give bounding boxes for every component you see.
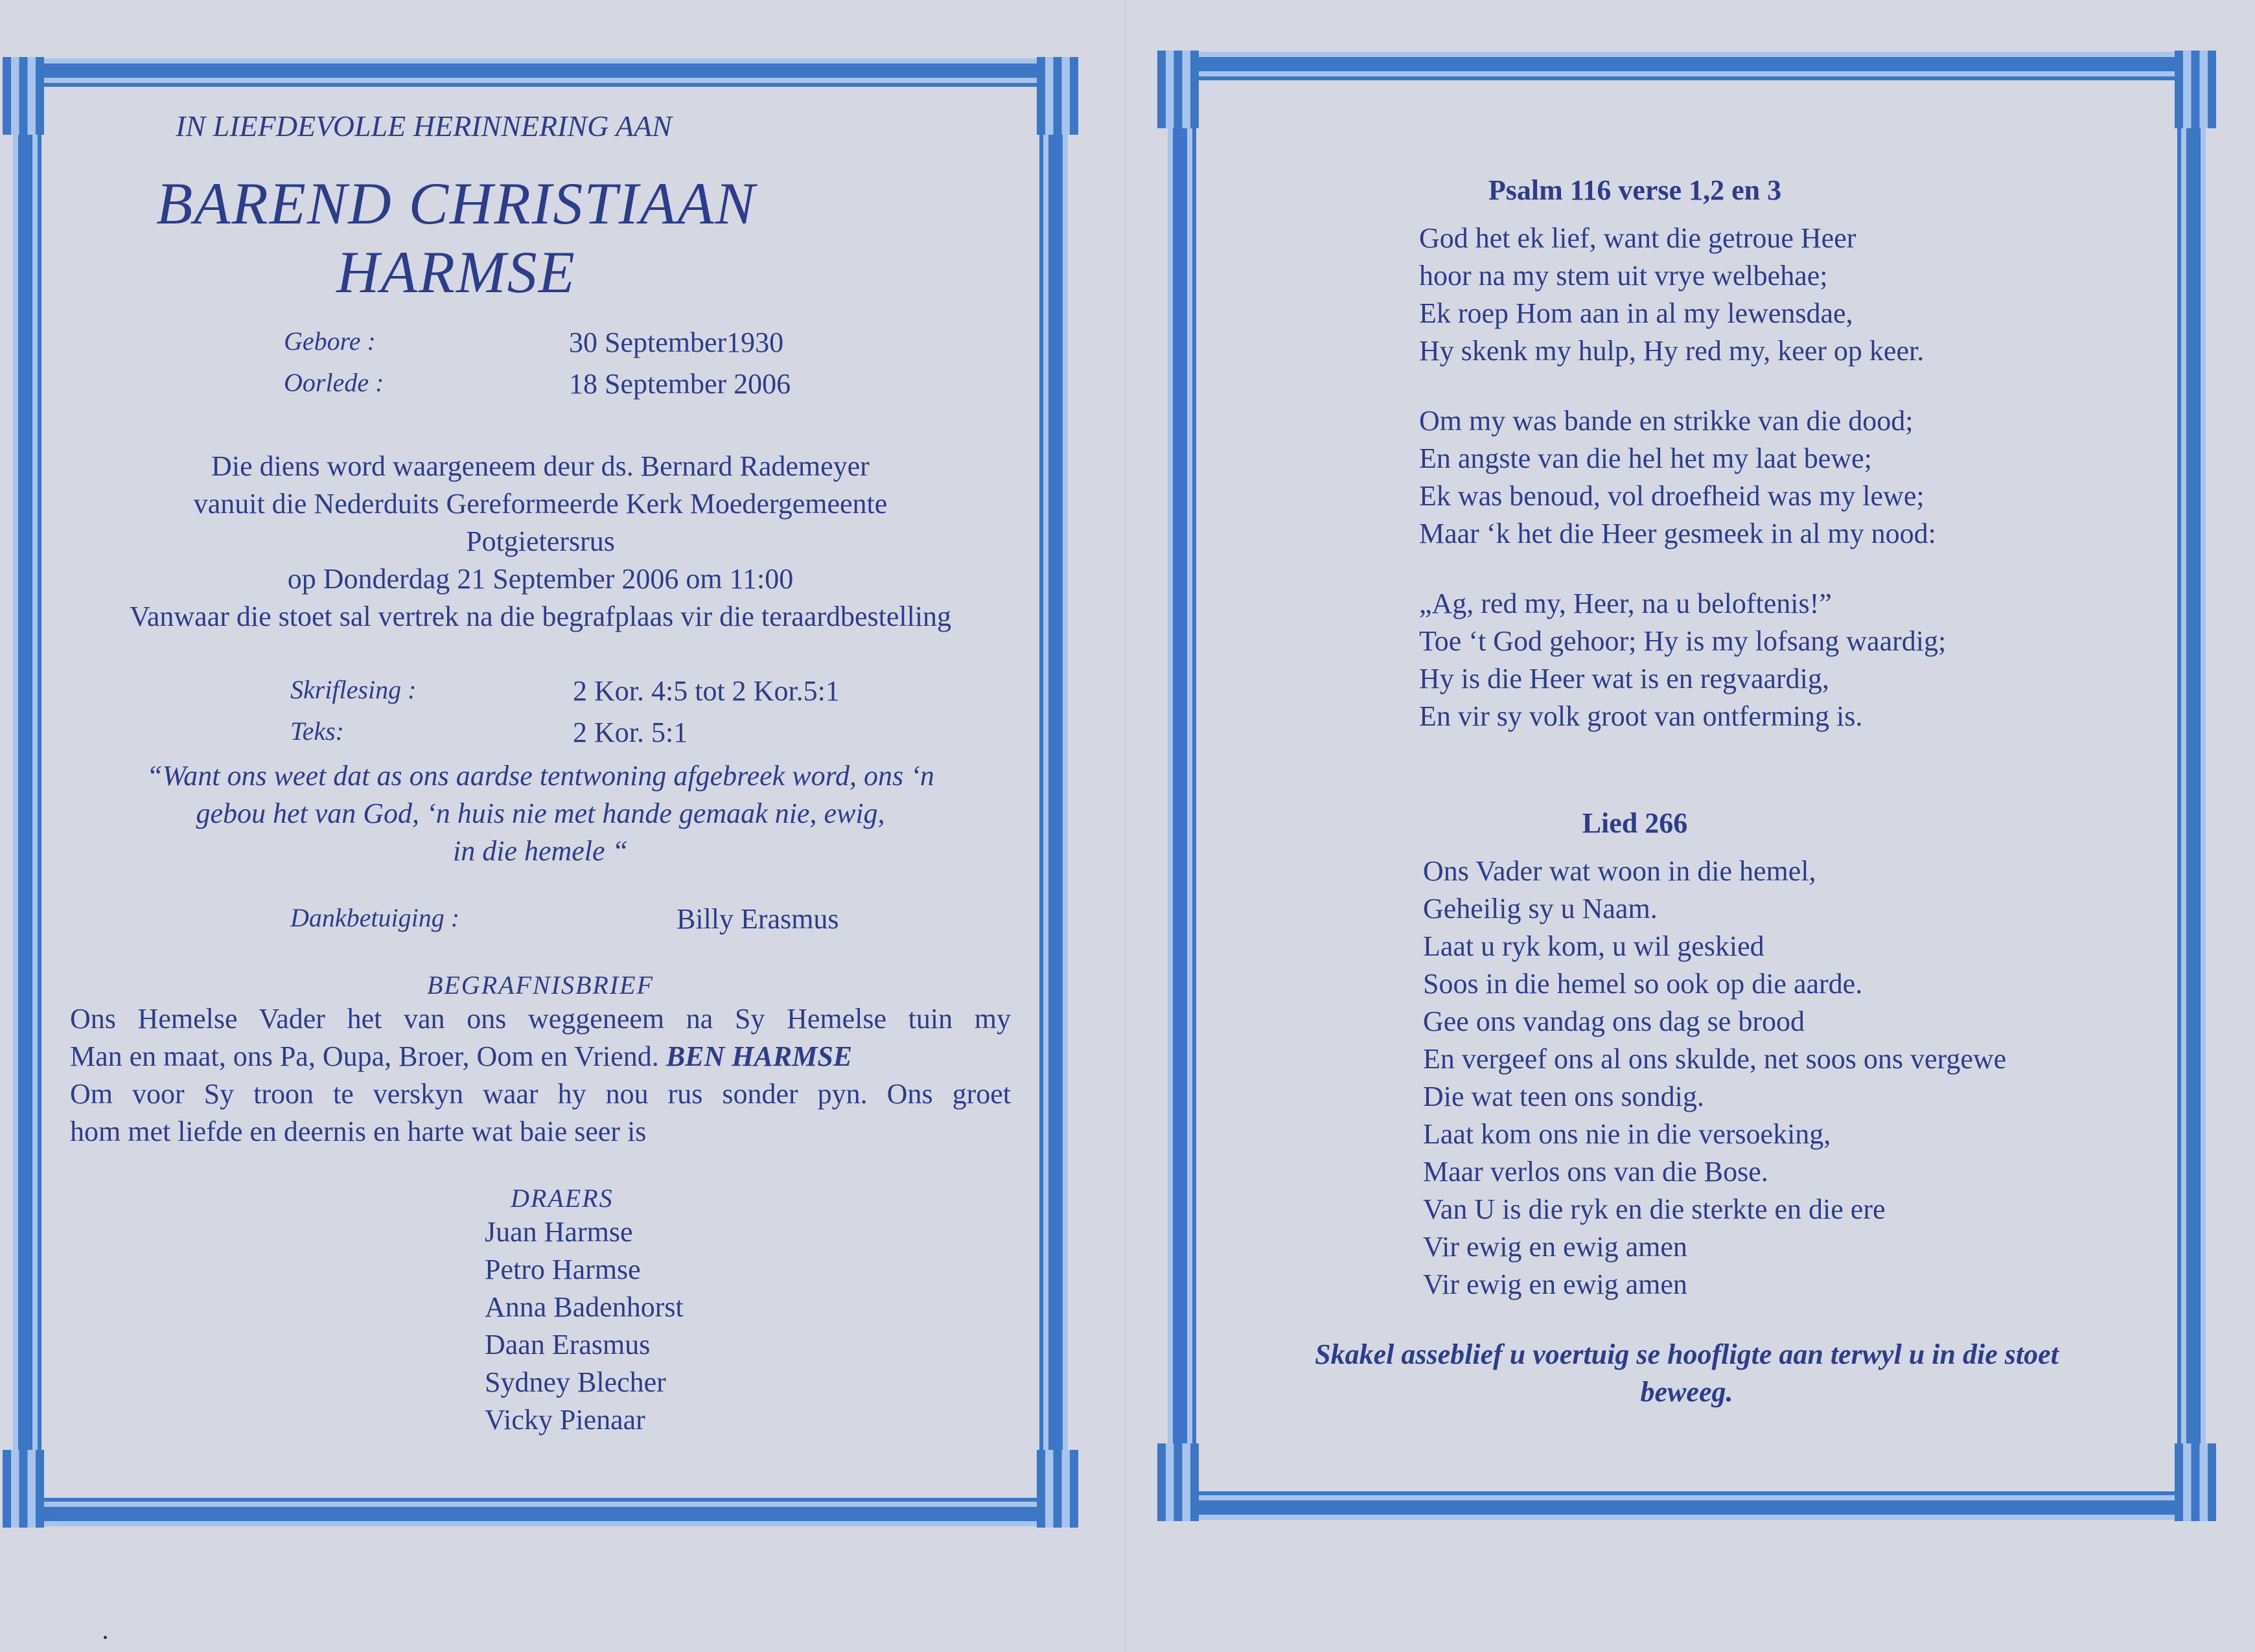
name-line-2: HARMSE (336, 239, 576, 305)
right-content (1225, 174, 2149, 1469)
psalm-line: hoor na my stem uit vrye welbehae; (1419, 260, 1828, 292)
psalm-line: En vir sy volk groot van ontferming is. (1419, 700, 1863, 732)
speck (104, 1636, 107, 1639)
corner-ornament (1157, 1443, 1199, 1521)
right-page (1173, 57, 2201, 1515)
bearer-name: Sydney Blecher (485, 1366, 666, 1398)
service-details (70, 448, 1011, 636)
died-label: Oorlede : (284, 368, 384, 397)
letter-name: BEN HARMSE (665, 1040, 853, 1072)
hymn-line: Ons Vader wat woon in die hemel, (1423, 855, 1816, 887)
psalm-title: Psalm 116 verse 1,2 en 3 (1488, 174, 1782, 206)
corner-ornament (1037, 57, 1078, 135)
letter-line: hom met liefde en deernis en harte wat baie seer is (70, 1116, 647, 1147)
psalm-line: Toe ‘t God gehoor; Hy is my lofsang waardig; (1419, 625, 1947, 657)
psalm-line: Ek was benoud, vol droefheid was my lewe; (1419, 480, 1925, 512)
corner-ornament (2175, 51, 2216, 128)
reading-value: 2 Kor. 4:5 tot 2 Kor.5:1 (573, 675, 840, 707)
psalm-stanza (1419, 402, 2149, 553)
psalm-line: Hy is die Heer wat is en regvaardig, (1419, 663, 1829, 694)
text-label: Teks: (290, 717, 344, 746)
psalm-line: „Ag, red my, Heer, na u beloftenis!” (1419, 588, 1832, 619)
reading-label: Skriflesing : (290, 675, 417, 704)
hymn-line: Van U is die ryk en die sterkte en die ere (1423, 1193, 1886, 1225)
thanks-label: Dankbetuiging : (290, 903, 460, 932)
psalm-stanza (1419, 220, 2149, 370)
hymn-line: Laat u ryk kom, u wil geskied (1423, 930, 1764, 962)
thanks-value: Billy Erasmus (676, 903, 839, 935)
service-line: Vanwaar die stoet sal vertrek na die begrafplaas vir die teraardbestelling (129, 601, 952, 632)
hymn-line: En vergeef ons al ons skulde, net soos ons vergewe (1423, 1043, 2007, 1075)
quote-line: “Want ons weet dat as ons aardse tentwoning afgebreek word, ons ‘n (146, 760, 934, 792)
hymn-text (1423, 853, 2149, 1303)
service-line: vanuit die Nederduits Gereformeerde Kerk Moedergemeente (193, 488, 888, 520)
psalm-line: Maar ‘k het die Heer gesmeek in al my nood: (1419, 518, 1936, 549)
service-line: op Donderdag 21 September 2006 om 11:00 (287, 563, 794, 595)
funeral-letter (70, 1000, 1011, 1151)
service-line: Die diens word waargeneem deur ds. Bernard Rademeyer (211, 450, 870, 482)
born-label: Gebore : (284, 327, 376, 356)
quote-line: gebou het van God, ‘n huis nie met hande gemaak nie, ewig, (196, 797, 885, 829)
psalm-text (1419, 220, 2149, 735)
corner-ornament (2175, 1443, 2216, 1521)
hymn-line: Vir ewig en ewig amen (1423, 1268, 1687, 1300)
hymn-title: Lied 266 (1582, 807, 1688, 839)
hymn-line: Gee ons vandag ons dag se brood (1423, 1005, 1805, 1037)
memorial-header: IN LIEFDEVOLLE HERINNERING AAN (176, 109, 672, 143)
psalm-line: En angste van die hel het my laat bewe; (1419, 442, 1872, 474)
left-page (18, 63, 1063, 1521)
text-value: 2 Kor. 5:1 (573, 717, 688, 748)
born-value: 30 September1930 (569, 327, 784, 358)
psalm-line: Hy skenk my hulp, Hy red my, keer op keer. (1419, 335, 1925, 367)
left-content (70, 109, 1011, 1476)
bearers-list (485, 1213, 1011, 1439)
hymn-line: Vir ewig en ewig amen (1423, 1231, 1687, 1263)
psalm-line: Om my was bande en strikke van die dood; (1419, 405, 1914, 437)
reading-row (70, 674, 1011, 716)
bearer-name: Anna Badenhorst (485, 1291, 684, 1323)
letter-title: BEGRAFNISBRIEF (426, 970, 654, 1000)
bearer-name: Daan Erasmus (485, 1329, 651, 1360)
quote-line: in die hemele “ (452, 835, 629, 867)
name-line-1: BAREND CHRISTIAAN (156, 170, 756, 236)
corner-ornament (3, 1450, 44, 1528)
scripture-quote (70, 757, 1011, 870)
bearer-name: Petro Harmse (485, 1254, 641, 1285)
hymn-line: Laat kom ons nie in die versoeking, (1423, 1118, 1831, 1150)
hymn-line: Soos in die hemel so ook op die aarde. (1423, 968, 1863, 1000)
closing-line: Skakel asseblief u voertuig se hoofligte aan terwyl u in die stoet (1315, 1338, 2059, 1370)
psalm-line: Ek roep Hom aan in al my lewensdae, (1419, 297, 1853, 329)
bearer-name: Vicky Pienaar (485, 1404, 645, 1436)
closing-line: beweeg. (1640, 1376, 1733, 1408)
letter-line: Ons Hemelse Vader het van ons weggeneem na Sy Hemelse tuin my (70, 1003, 1011, 1035)
letter-line: Man en maat, ons Pa, Oupa, Broer, Oom en Vriend. (70, 1040, 659, 1072)
hymn-line: Geheilig sy u Naam. (1423, 893, 1658, 924)
corner-ornament (1037, 1450, 1078, 1528)
text-row (70, 716, 1011, 757)
letter-line: Om voor Sy troon te verskyn waar hy nou rus sonder pyn. Ons groet (70, 1078, 1011, 1110)
bearers-title: DRAERS (511, 1184, 614, 1213)
service-line: Potgietersrus (466, 525, 615, 557)
thanks-row (70, 902, 1011, 944)
hymn-line: Die wat teen ons sondig. (1423, 1081, 1704, 1112)
died-row (70, 367, 1011, 409)
psalm-line: God het ek lief, want die getroue Heer (1419, 222, 1856, 254)
hymn-line: Maar verlos ons van die Bose. (1423, 1156, 1768, 1187)
closing-notice (1225, 1336, 2149, 1411)
psalm-stanza (1419, 585, 2149, 735)
born-row (70, 326, 1011, 367)
corner-ornament (1157, 51, 1199, 128)
died-value: 18 September 2006 (569, 368, 791, 400)
bearer-name: Juan Harmse (485, 1216, 633, 1248)
